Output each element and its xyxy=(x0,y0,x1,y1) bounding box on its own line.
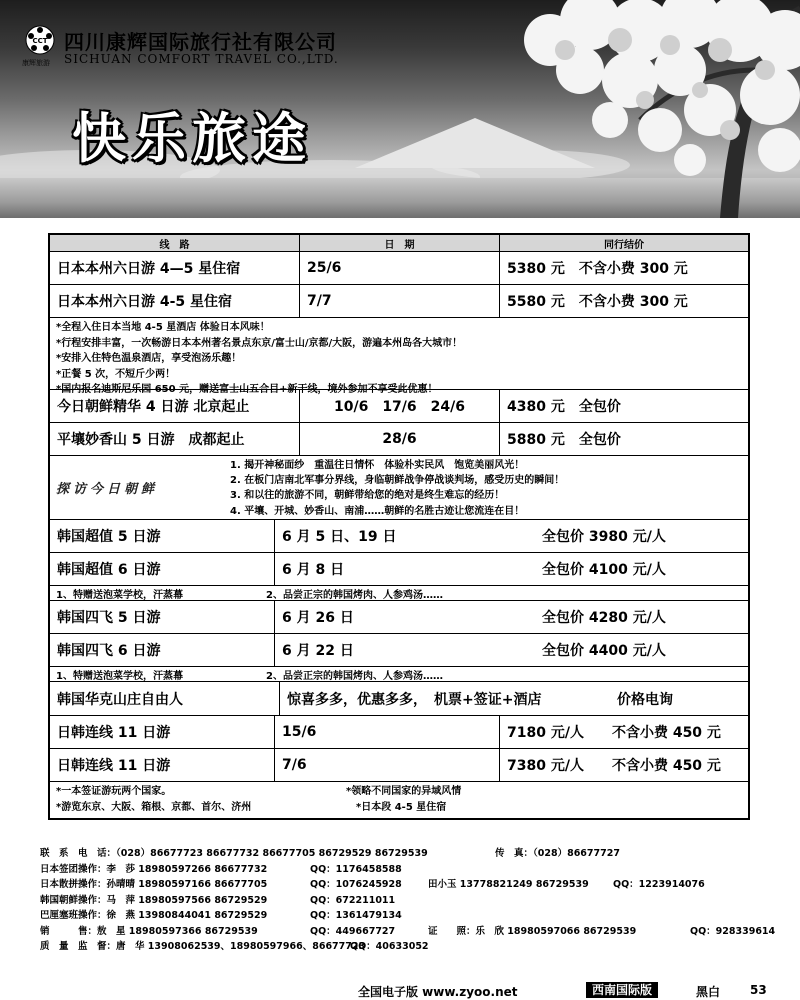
table-row xyxy=(50,634,748,667)
page-title: 快乐旅途 xyxy=(72,107,312,170)
note-item: 1、特赠送泡菜学校，汗蒸幕 xyxy=(56,670,183,682)
korea-notes-row xyxy=(50,586,748,601)
price-cell: 5580 元 不含小费 300 元 xyxy=(507,294,688,310)
contact-row xyxy=(40,908,780,924)
table-row xyxy=(50,285,748,318)
table-row xyxy=(50,423,748,456)
contact-qq: QQ：1176458588 xyxy=(310,863,402,875)
contact-item: 巴厘塞班操作：徐 燕 13980844041 86729529 xyxy=(40,910,268,921)
table-row xyxy=(50,749,748,782)
col-header-price: 同行结价 xyxy=(604,239,644,251)
note-line: *安排入住特色温泉酒店，享受泡汤乐趣！ xyxy=(56,353,242,365)
note-line: *正餐 5 次，不短斤少两！ xyxy=(56,368,176,380)
jk-notes-row xyxy=(50,782,748,818)
date-cell: 10/6 17/6 24/6 xyxy=(300,390,500,422)
contact-item: 田小玉 13778821249 86729539 xyxy=(428,879,589,890)
note-item: *游览东京、大阪、箱根、京都、首尔、济州 xyxy=(56,802,252,813)
price-cell: 5880 元 全包价 xyxy=(507,432,621,448)
logo-subtitle: 康辉旅游 xyxy=(22,59,50,67)
note-line xyxy=(56,784,461,800)
logo-text: CCT xyxy=(32,37,48,45)
contact-fax: 传 真：（028）86677727 xyxy=(495,848,620,859)
contact-qq: QQ：449667727 xyxy=(310,925,396,937)
price-cell: 全包价 4280 元/人 xyxy=(542,610,666,626)
contact-info xyxy=(40,846,780,955)
date-cell: 25/6 xyxy=(300,252,500,284)
company-name-cn: 四川康辉国际旅行社有限公司 xyxy=(64,30,337,54)
route-cell: 韩国四飞 6 日游 xyxy=(50,634,275,666)
japan-notes-row xyxy=(50,318,748,396)
col-header-route: 线 路 xyxy=(50,235,300,251)
contact-item: 证 照：乐 欣 18980597066 86729539 xyxy=(428,925,637,937)
date-cell: 7/7 xyxy=(300,285,500,317)
note-item: *领略不同国家的异域风情 xyxy=(346,786,462,797)
col-header-date: 日 期 xyxy=(300,235,500,251)
route-cell: 韩国超值 6 日游 xyxy=(50,553,275,585)
feature-line: 4. 平壤、开城、妙香山、南浦……朝鲜的名胜古迹让您流连在目！ xyxy=(230,505,525,517)
note-item: *日本段 4-5 星住宿 xyxy=(356,802,447,813)
nkorea-feature-logo: 探访今日朝鲜 xyxy=(56,482,159,497)
header-banner xyxy=(0,0,800,218)
japan-notes xyxy=(50,318,748,396)
table-row xyxy=(50,252,748,285)
table-header-row xyxy=(50,235,748,252)
contact-item: 韩国朝鲜操作：马 萍 18980597566 86729529 xyxy=(40,894,268,906)
contact-phone: 联 系 电 话：（028）86677723 86677732 86677705 86729529 86729539 xyxy=(40,848,428,859)
contact-qq: QQ：928339614 xyxy=(690,925,776,937)
contact-item: 日本签团操作：李 莎 18980597266 86677732 xyxy=(40,863,268,875)
feature-line: 1. 揭开神秘面纱 重温往日情怀 体验朴实民风 饱览美丽风光！ xyxy=(230,460,525,471)
table-row xyxy=(50,682,748,716)
cct-logo-icon xyxy=(22,24,58,56)
date-cell: 6 月 8 日 xyxy=(282,562,345,578)
contact-row xyxy=(40,939,780,955)
edition-label: 全国电子版 www.zyoo.net xyxy=(358,985,518,999)
contact-row xyxy=(40,877,780,893)
price-cell: 价格电询 xyxy=(617,691,673,708)
contact-qq: QQ：1076245928 xyxy=(310,879,402,890)
note-item: *一本签证游玩两个国家。 xyxy=(56,786,172,797)
date-cell: 7/6 xyxy=(275,749,500,781)
date-cell: 28/6 xyxy=(300,423,500,455)
table-row xyxy=(50,716,748,749)
table-row xyxy=(50,601,748,634)
contact-row xyxy=(40,862,780,878)
note-item: 2、品尝正宗的韩国烤肉、人参鸡汤…… xyxy=(266,670,443,682)
route-cell: 今日朝鲜精华 4 日游 北京起止 xyxy=(50,390,300,422)
nkorea-feature-points xyxy=(230,456,564,519)
desc-cell: 惊喜多多，优惠多多， 机票+签证+酒店 xyxy=(287,691,542,708)
contact-item: 日本散拼操作：孙晴晴 18980597166 86677705 xyxy=(40,879,268,890)
note-line: *国内报名迪斯尼乐园 650 元，赠送富士山五合目+新干线，境外参加不享受此优惠！ xyxy=(56,384,438,396)
route-cell: 韩国四飞 5 日游 xyxy=(50,601,275,633)
price-cell: 全包价 4100 元/人 xyxy=(542,562,666,578)
price-cell: 7380 元/人 不含小费 450 元 xyxy=(507,758,721,774)
price-cell: 4380 元 全包价 xyxy=(507,399,621,415)
note-item: 1、特赠送泡菜学校，汗蒸幕 xyxy=(56,589,183,601)
route-cell: 韩国超值 5 日游 xyxy=(50,520,275,552)
contact-row xyxy=(40,924,780,940)
feature-line: 2. 在板门店南北军事分界线，身临朝鲜战争停战谈判场，感受历史的瞬间！ xyxy=(230,475,565,487)
feature-line: 3. 和以往的旅游不同，朝鲜带给您的绝对是终生难忘的经历！ xyxy=(230,490,505,502)
contact-qq: QQ：1361479134 xyxy=(310,910,402,921)
price-cell: 全包价 3980 元/人 xyxy=(542,529,666,545)
route-cell: 日韩连线 11 日游 xyxy=(50,749,275,781)
date-cell: 6 月 26 日 xyxy=(282,610,354,626)
contact-row xyxy=(40,893,780,909)
page-number: 53 xyxy=(750,983,767,997)
route-cell: 韩国华克山庄自由人 xyxy=(50,682,280,715)
region-badge: 西南国际版 xyxy=(586,982,658,998)
price-cell: 5380 元 不含小费 300 元 xyxy=(507,261,688,277)
route-cell: 平壤妙香山 5 日游 成都起止 xyxy=(50,423,300,455)
date-cell: 6 月 22 日 xyxy=(282,643,354,659)
nkorea-feature-row xyxy=(50,456,748,520)
route-cell: 日韩连线 11 日游 xyxy=(50,716,275,748)
price-cell: 全包价 4400 元/人 xyxy=(542,643,666,659)
note-item: 2、品尝正宗的韩国烤肉、人参鸡汤…… xyxy=(266,589,443,601)
contact-row xyxy=(40,846,780,862)
contact-item: 销 售：敖 星 18980597366 86729539 xyxy=(40,925,258,937)
page-footer xyxy=(0,982,800,1000)
table-row xyxy=(50,520,748,553)
price-cell: 7180 元/人 不含小费 450 元 xyxy=(507,725,721,741)
date-cell: 6 月 5 日、19 日 xyxy=(282,529,397,545)
price-table xyxy=(48,233,750,820)
color-mode-label: 黑白 xyxy=(696,985,721,999)
contact-item: 质 量 监 督：唐 华 13908062539、18980597966、86677723 xyxy=(40,941,366,952)
cherry-blossom-illustration xyxy=(470,0,800,218)
company-name-en: SICHUAN COMFORT TRAVEL CO.,LTD. xyxy=(64,52,339,66)
route-cell: 日本本州六日游 4—5 星住宿 xyxy=(50,252,300,284)
date-cell: 15/6 xyxy=(275,716,500,748)
table-row xyxy=(50,553,748,586)
contact-qq: QQ：1223914076 xyxy=(613,879,705,890)
contact-qq: QQ：40633052 xyxy=(350,941,429,952)
note-line: *全程入住日本当地 4-5 星酒店 体验日本风味！ xyxy=(56,322,270,333)
note-line xyxy=(56,800,446,816)
korea-notes-row xyxy=(50,667,748,682)
contact-qq: QQ：672211011 xyxy=(310,894,396,906)
note-line: *行程安排丰富，一次畅游日本本州著名景点东京/富士山/京都/大阪，游遍本州岛各大城市！ xyxy=(56,337,463,349)
table-row xyxy=(50,390,748,423)
route-cell: 日本本州六日游 4-5 星住宿 xyxy=(50,285,300,317)
